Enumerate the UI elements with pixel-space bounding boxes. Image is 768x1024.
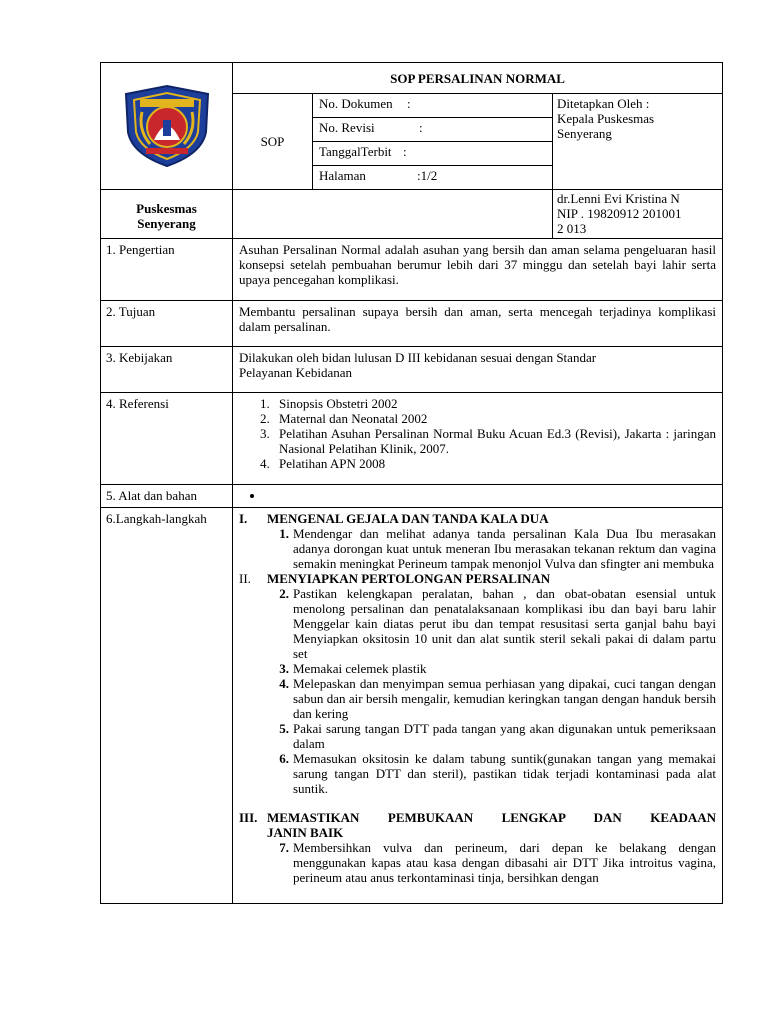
- row-content-referensi: [233, 393, 723, 485]
- step-item: 2. Pastikan kelengkapan peralatan, bahan , dan obat-obatan esensial untuk menolong persalinan dan penatalaksanaan komplikasi ibu dan bayi baru lahir Menggelar kain diatas perut ibu dan tempat resusitasi serta ganjal bahu bayi Menyiapkan oksitosin 10 unit dan alat suntik steril sekali pakai di dalam partu set: [279, 586, 717, 661]
- meta-no-revisi: No. Revisi :: [313, 118, 553, 142]
- row-label-kebijakan: 3. Kebijakan: [101, 347, 233, 393]
- row-content-alat: [233, 485, 723, 508]
- row-label-pengertian: 1. Pengertian: [101, 239, 233, 301]
- sop-document: [100, 62, 722, 904]
- row-content-tujuan: Membantu persalinan supaya bersih dan aman, serta mencegah terjadinya komplikasi dalam persalinan.: [233, 301, 723, 347]
- section-heading: II. MENYIAPKAN PERTOLONGAN PERSALINAN: [239, 571, 551, 586]
- row-label-referensi: 4. Referensi: [101, 393, 233, 485]
- tools-list: [239, 488, 716, 503]
- row-label-langkah: 6.Langkah-langkah: [101, 508, 233, 904]
- row-content-langkah: [233, 508, 723, 904]
- logo-cell: [101, 63, 233, 190]
- section-heading: I. MENGENAL GEJALA DAN TANDA KALA DUA: [239, 511, 549, 526]
- row-label-tujuan: 2. Tujuan: [101, 301, 233, 347]
- section-heading: III. MEMASTIKAN PEMBUKAAN LENGKAP DAN KEADAAN: [239, 810, 717, 825]
- sop-label: SOP: [233, 94, 313, 190]
- organization-name: Puskesmas Senyerang: [101, 190, 233, 239]
- signer-block: dr.Lenni Evi Kristina N NIP . 19820912 201001 2 013: [553, 190, 723, 239]
- sop-table: [100, 62, 723, 904]
- blank-cell: [233, 190, 553, 239]
- row-content-kebijakan: Dilakukan oleh bidan lulusan D III kebidanan sesuai dengan Standar Pelayanan Kebidanan: [233, 347, 723, 393]
- meta-halaman: Halaman :1/2: [313, 166, 553, 190]
- list-item: 3. Pelatihan Asuhan Persalinan Normal Buku Acuan Ed.3 (Revisi), Jakarta : jaringan Nasional Pelatihan Klinik, 2007.: [273, 426, 716, 456]
- section-heading-continued: JANIN BAIK: [267, 825, 344, 840]
- step-item: 7. Membersihkan vulva dan perineum, dari depan ke belakang dengan menggunakan kapas atau kasa dengan dibasahi air DTT Jika introitus vagina, perineum atau anus terkontaminasi tinja, bersihkan dengan: [279, 840, 717, 885]
- list-item: 1. Sinopsis Obstetri 2002: [273, 396, 716, 411]
- list-item: 2. Maternal dan Neonatal 2002: [273, 411, 716, 426]
- ditetapkan-block: Ditetapkan Oleh : Kepala Puskesmas Senyerang: [553, 94, 723, 190]
- row-label-alat: 5. Alat dan bahan: [101, 485, 233, 508]
- step-item: 6. Memasukan oksitosin ke dalam tabung suntik(gunakan tangan yang memakai sarung tangan DTT dan steril), pastikan tidak terjadi kontaminasi pada alat suntik.: [279, 751, 717, 796]
- step-item: 3. Memakai celemek plastik: [279, 661, 427, 676]
- step-item: 5. Pakai sarung tangan DTT pada tangan yang akan digunakan untuk pemeriksaan dalam: [279, 721, 717, 751]
- row-content-pengertian: Asuhan Persalinan Normal adalah asuhan yang bersih dan aman selama pengeluaran hasil konsepsi setelah pembuahan berumur lebih dari 37 minggu dan setelah bayi lahir serta upaya pencegahan komplikasi.: [233, 239, 723, 301]
- puskesmas-emblem-icon: [120, 82, 214, 168]
- step-item: 1. Mendengar dan melihat adanya tanda persalinan Kala Dua Ibu merasakan adanya dorongan kuat untuk meneran Ibu merasakan tekanan rektum dan vagina semakin meningkat Perineum tampak menonjol Vulva dan sfingter ani membuka: [279, 526, 717, 571]
- list-item: [265, 488, 716, 503]
- meta-no-dokumen: No. Dokumen :: [313, 94, 553, 118]
- meta-tanggal-terbit: TanggalTerbit :: [313, 142, 553, 166]
- document-title: SOP PERSALINAN NORMAL: [233, 63, 723, 94]
- list-item: 4. Pelatihan APN 2008: [273, 456, 716, 471]
- reference-list: [239, 396, 716, 471]
- step-item: 4. Melepaskan dan menyimpan semua perhiasan yang dipakai, cuci tangan dengan sabun dan air bersih mengalir, kemudian keringkan tangan dengan handuk bersih dan kering: [279, 676, 717, 721]
